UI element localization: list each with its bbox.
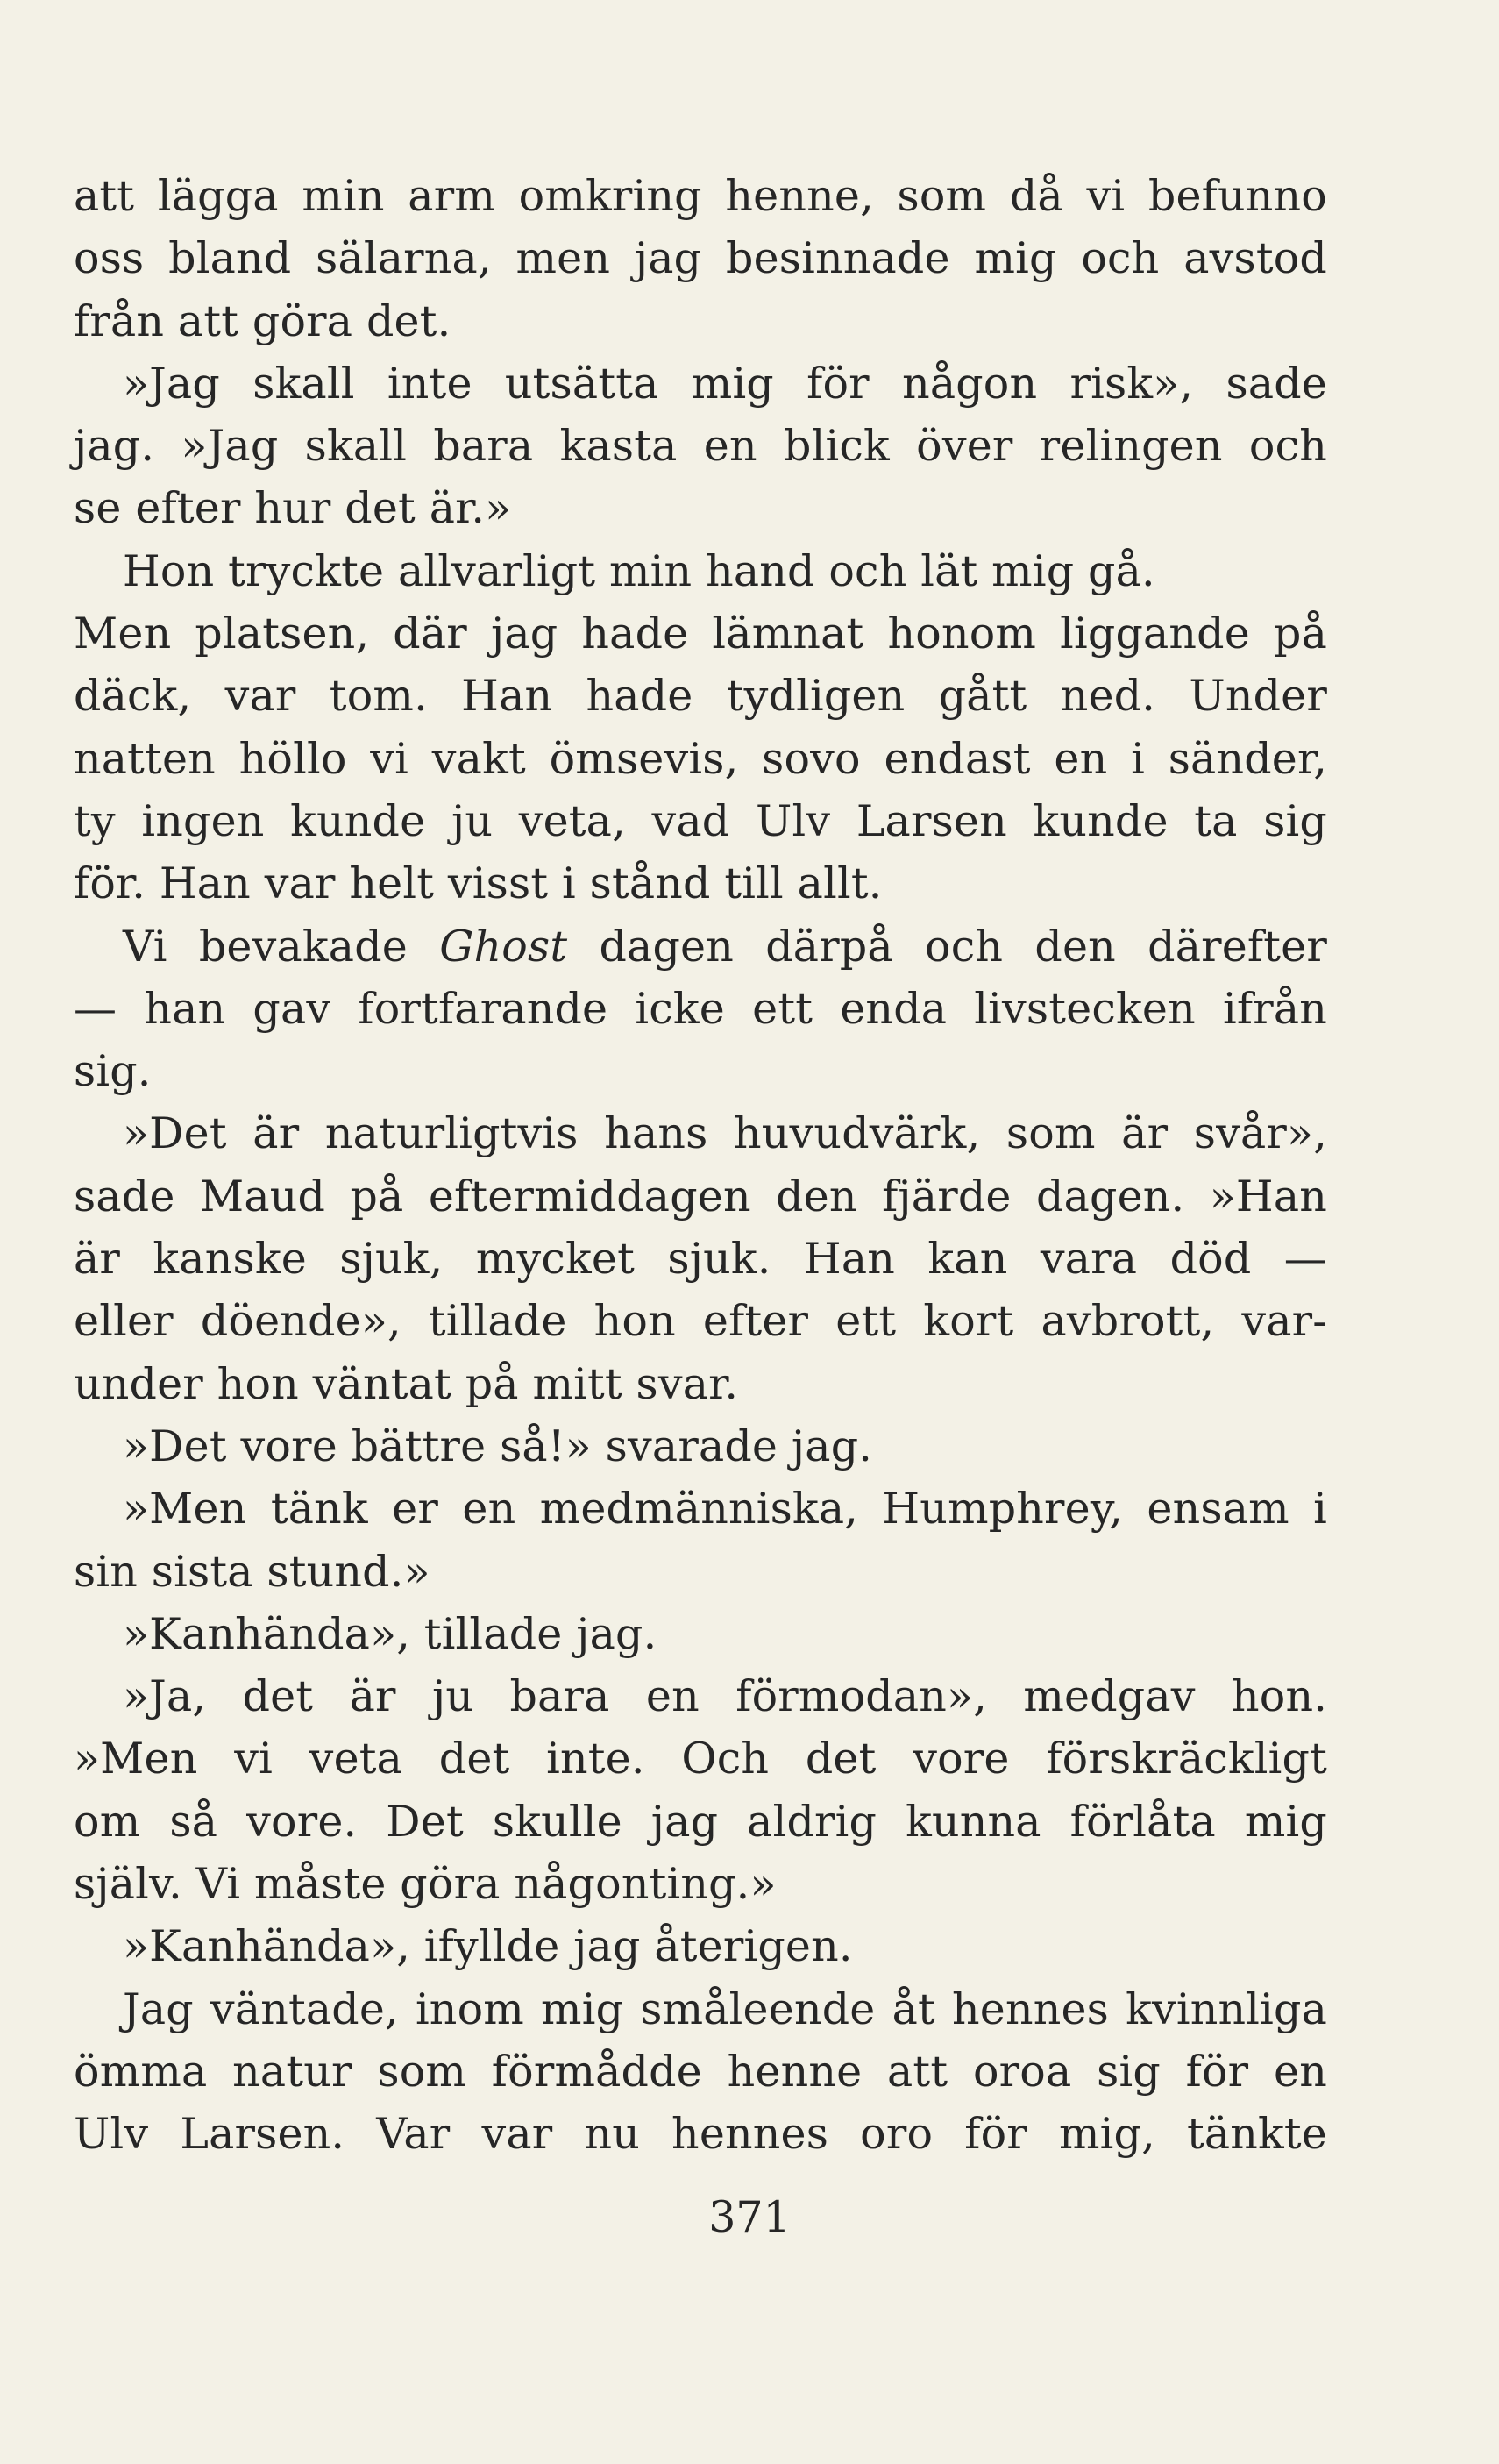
text-line: sade Maud på eftermiddagen den fjärde dagen. »Han [74,1171,1327,1221]
text-line: »Jag skall inte utsätta mig för någon risk», sade [123,358,1327,409]
text-line: Men platsen, där jag hade lämnat honom liggande på [74,609,1327,659]
text-line [74,915,1327,978]
text-line: sig. [74,1046,152,1097]
text-line: själv. Vi måste göra någonting.» [74,1859,777,1910]
text-line: jag. »Jag skall bara kasta en blick över relingen och [74,421,1327,472]
text-line: eller döende», tillade hon efter ett kort avbrott, var- [74,1296,1327,1347]
text-line: Ulv Larsen. Var var nu hennes oro för mig, tänkte [74,2109,1327,2160]
text-line: från att göra det. [74,296,451,346]
text-line: »Men vi veta det inte. Och det vore förskräckligt [74,1734,1327,1784]
text-line: om så vore. Det skulle jag aldrig kunna förlåta mig [74,1796,1327,1847]
text-line: sin sista stund.» [74,1546,430,1597]
text-line: Jag väntade, inom mig småleende åt hennes kvinnliga [123,1983,1327,2034]
text-line: Hon tryckte allvarligt min hand och lät mig gå. [123,545,1155,596]
text-line: »Det vore bättre så!» svarade jag. [123,1421,873,1471]
text-line: — han gav fortfarande icke ett enda livstecken ifrån [74,983,1327,1034]
text-line: under hon väntat på mitt svar. [74,1358,739,1409]
text-line: »Kanhända», ifyllde jag återigen. [123,1921,853,1972]
text-line: för. Han var helt visst i stånd till allt. [74,858,883,909]
text-segment: Vi bevakade [123,921,408,972]
page-number: 371 [708,2192,791,2242]
text-line: se efter hur det är.» [74,483,512,534]
text-line: »Det är naturligtvis hans huvudvärk, som är svår», [123,1108,1327,1159]
text-line: ty ingen kunde ju veta, vad Ulv Larsen kunde ta sig [74,795,1327,846]
text-line: »Kanhända», tillade jag. [123,1608,657,1659]
text-line: är kanske sjuk, mycket sjuk. Han kan vara död — [74,1234,1327,1285]
text-line: att lägga min arm omkring henne, som då vi befunno [74,171,1327,221]
text-line: oss bland sälarna, men jag besinnade mig och avstod [74,233,1327,284]
text-line: »Men tänk er en medmänniska, Humphrey, ensam i [123,1484,1327,1535]
ship-name: Ghost [439,921,568,972]
body-text [74,165,1327,2166]
text-line: ömma natur som förmådde henne att oroa sig för en [74,2046,1327,2097]
text-line: däck, var tom. Han hade tydligen gått ned. Under [74,671,1327,722]
text-line: natten höllo vi vakt ömsevis, sovo endast en i sänder, [74,733,1327,784]
text-line: »Ja, det är ju bara en förmodan», medgav hon. [123,1671,1327,1722]
text-segment: dagen därpå och den därefter [599,921,1327,972]
